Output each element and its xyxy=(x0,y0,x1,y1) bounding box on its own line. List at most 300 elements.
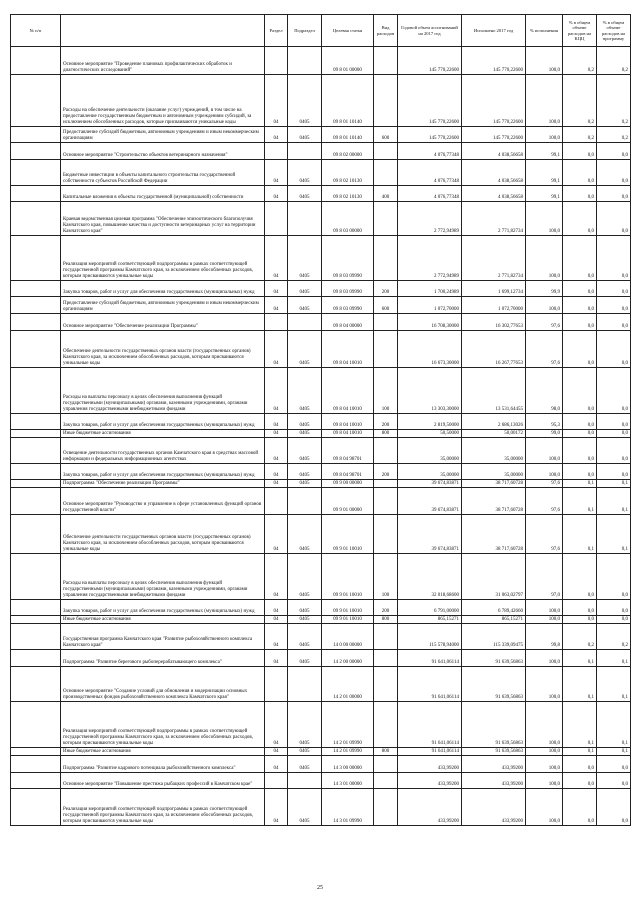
row-expense-type-cell xyxy=(374,202,398,236)
row-razdel-cell: 04 xyxy=(265,756,288,773)
row-name-cell: Реализация мероприятий соответствующей подпрограммы в рамках соответствующей государственной программы Камчатского края, за исключением обособленных расходов, которым присваиваются уникальные коды xyxy=(61,236,265,281)
row-percent-cell: 100,0 xyxy=(526,650,563,667)
row-expense-type-cell xyxy=(374,624,398,650)
row-number-cell xyxy=(11,281,61,297)
row-plan-cell: 145 770,22600 xyxy=(398,127,462,143)
row-target-article-cell: 14 0 00 00000 xyxy=(322,624,374,650)
row-share-total-cell: 0,0 xyxy=(563,616,597,624)
row-expense-type-cell: 200 xyxy=(374,600,398,616)
row-plan-cell: 16 673,30000 xyxy=(398,331,462,368)
row-name-cell: Закупка товаров, работ и услуг для обеспечения государственных (муниципальных) нужд xyxy=(61,464,265,480)
row-expense-type-cell: 200 xyxy=(374,281,398,297)
row-number-cell xyxy=(11,554,61,600)
row-share-total-cell: 0,0 xyxy=(563,314,597,331)
row-expense-type-cell: 600 xyxy=(374,127,398,143)
row-number-cell xyxy=(11,236,61,281)
row-plan-cell: 91 641,06114 xyxy=(398,650,462,667)
row-share-total-cell: 0,1 xyxy=(563,515,597,554)
table-row xyxy=(11,554,631,600)
row-share-program-cell: 0,0 xyxy=(597,331,631,368)
row-executed-cell: 91 639,56863 xyxy=(462,748,526,756)
row-expense-type-cell xyxy=(374,789,398,826)
row-target-article-cell: 14 2 01 00000 xyxy=(322,667,374,702)
row-razdel-cell xyxy=(265,47,288,75)
row-plan-cell: 35,00000 xyxy=(398,438,462,464)
row-razdel-cell xyxy=(265,773,288,789)
row-razdel-cell: 04 xyxy=(265,789,288,826)
row-executed-cell: 16 267,77653 xyxy=(462,331,526,368)
row-podrazdel-cell xyxy=(288,202,322,236)
row-expense-type-cell xyxy=(374,314,398,331)
row-expense-type-cell: 800 xyxy=(374,430,398,438)
row-share-program-cell: 0,1 xyxy=(597,667,631,702)
row-name-cell: Подпрограмма "Развитие берегового рыбоперерабатывающего комплекса" xyxy=(61,650,265,667)
row-razdel-cell xyxy=(265,314,288,331)
row-percent-cell: 100,0 xyxy=(526,236,563,281)
row-razdel-cell: 04 xyxy=(265,650,288,667)
row-podrazdel-cell: 0405 xyxy=(288,186,322,202)
row-target-article-cell: 09 8 01 10140 xyxy=(322,75,374,127)
row-expense-type-cell: 100 xyxy=(374,368,398,414)
row-target-article-cell: 09 8 04 10010 xyxy=(322,368,374,414)
row-target-article-cell: 09 9 01 10010 xyxy=(322,515,374,554)
row-number-cell xyxy=(11,488,61,515)
row-target-article-cell: 09 9 01 10010 xyxy=(322,554,374,600)
row-plan-cell: 4 076,77348 xyxy=(398,143,462,160)
row-share-total-cell: 0,0 xyxy=(563,297,597,314)
row-podrazdel-cell: 0405 xyxy=(288,297,322,314)
row-target-article-cell: 14 2 00 00000 xyxy=(322,650,374,667)
row-target-article-cell: 09 8 04 98701 xyxy=(322,438,374,464)
row-share-program-cell: 0,0 xyxy=(597,368,631,414)
row-name-cell: Капитальные вложения в объекты государственной (муниципальной) собственности xyxy=(61,186,265,202)
row-plan-cell: 16 708,30000 xyxy=(398,314,462,331)
row-expense-type-cell: 200 xyxy=(374,414,398,430)
row-percent-cell: 100,0 xyxy=(526,789,563,826)
row-plan-cell: 4 076,77348 xyxy=(398,160,462,186)
table-row xyxy=(11,297,631,314)
table-row xyxy=(11,47,631,75)
row-number-cell xyxy=(11,297,61,314)
row-name-cell: Бюджетные инвестиции в объекты капитального строительства государственной собственности субъектов Российской Федерации xyxy=(61,160,265,186)
row-percent-cell: 100,0 xyxy=(526,616,563,624)
row-expense-type-cell xyxy=(374,480,398,488)
row-expense-type-cell xyxy=(374,331,398,368)
row-podrazdel-cell: 0405 xyxy=(288,368,322,414)
row-share-program-cell: 0,0 xyxy=(597,600,631,616)
row-number-cell xyxy=(11,480,61,488)
row-name-cell: Основное мероприятие "Обеспечение реализации Программы" xyxy=(61,314,265,331)
row-executed-cell: 433,99200 xyxy=(462,756,526,773)
row-number-cell xyxy=(11,47,61,75)
table-row xyxy=(11,488,631,515)
row-number-cell xyxy=(11,600,61,616)
row-executed-cell: 2 771,82734 xyxy=(462,236,526,281)
row-podrazdel-cell: 0405 xyxy=(288,756,322,773)
row-target-article-cell: 09 8 03 09990 xyxy=(322,297,374,314)
row-share-total-cell: 0,0 xyxy=(563,368,597,414)
row-percent-cell: 100,0 xyxy=(526,667,563,702)
header-percent-executed: % исполнения xyxy=(526,15,563,47)
row-podrazdel-cell: 0405 xyxy=(288,650,322,667)
row-executed-cell: 1 699,12734 xyxy=(462,281,526,297)
row-razdel-cell: 04 xyxy=(265,160,288,186)
row-plan-cell: 2 772,94989 xyxy=(398,202,462,236)
row-plan-cell: 6 791,00000 xyxy=(398,600,462,616)
row-plan-cell: 865,15271 xyxy=(398,616,462,624)
row-name-cell: Государственная программа Камчатского края "Развитие рыбохозяйственного комплекса Камчатского края" xyxy=(61,624,265,650)
row-share-program-cell: 0,1 xyxy=(597,748,631,756)
row-podrazdel-cell: 0405 xyxy=(288,331,322,368)
table-row xyxy=(11,236,631,281)
row-name-cell: Иные бюджетные ассигнования xyxy=(61,748,265,756)
row-target-article-cell: 09 9 01 10010 xyxy=(322,616,374,624)
row-percent-cell: 100,0 xyxy=(526,464,563,480)
row-percent-cell: 99,1 xyxy=(526,186,563,202)
row-podrazdel-cell xyxy=(288,143,322,160)
row-executed-cell: 4 038,56658 xyxy=(462,186,526,202)
row-share-program-cell: 0,0 xyxy=(597,414,631,430)
row-percent-cell: 97,6 xyxy=(526,488,563,515)
table-row xyxy=(11,756,631,773)
row-share-total-cell: 0,0 xyxy=(563,281,597,297)
row-expense-type-cell xyxy=(374,236,398,281)
row-share-program-cell: 0,0 xyxy=(597,773,631,789)
row-share-total-cell: 0,0 xyxy=(563,756,597,773)
header-expense-type: Вид расходов xyxy=(374,15,398,47)
row-podrazdel-cell: 0405 xyxy=(288,236,322,281)
row-podrazdel-cell: 0405 xyxy=(288,789,322,826)
row-number-cell xyxy=(11,624,61,650)
row-target-article-cell: 14 3 01 09990 xyxy=(322,789,374,826)
row-number-cell xyxy=(11,127,61,143)
row-number-cell xyxy=(11,702,61,748)
row-share-program-cell: 0,0 xyxy=(597,202,631,236)
table-row xyxy=(11,773,631,789)
row-share-total-cell: 0,1 xyxy=(563,488,597,515)
header-target-article: Целевая статья xyxy=(322,15,374,47)
row-target-article-cell: 09 8 03 09990 xyxy=(322,236,374,281)
row-percent-cell: 100,0 xyxy=(526,202,563,236)
row-plan-cell: 433,99200 xyxy=(398,789,462,826)
row-executed-cell: 145 770,22600 xyxy=(462,47,526,75)
row-name-cell: Подпрограмма "Развитие кадрового потенциала рыбохозяйственного комплекса" xyxy=(61,756,265,773)
row-name-cell: Расходы на выплаты персоналу в целях обеспечения выполнения функций государственными (муниципальными) органами, казенными учреждениями, органами управления государственными внебюджетными фондами xyxy=(61,554,265,600)
row-executed-cell: 865,15271 xyxy=(462,616,526,624)
row-share-program-cell: 0,0 xyxy=(597,297,631,314)
row-podrazdel-cell xyxy=(288,47,322,75)
row-share-total-cell: 0,0 xyxy=(563,438,597,464)
row-number-cell xyxy=(11,331,61,368)
row-target-article-cell: 14 3 01 00000 xyxy=(322,773,374,789)
row-share-program-cell: 0,0 xyxy=(597,464,631,480)
row-expense-type-cell xyxy=(374,773,398,789)
row-share-total-cell: 0,0 xyxy=(563,554,597,600)
row-podrazdel-cell: 0405 xyxy=(288,438,322,464)
row-share-program-cell: 0,0 xyxy=(597,186,631,202)
row-podrazdel-cell: 0405 xyxy=(288,515,322,554)
row-executed-cell: 35,00000 xyxy=(462,438,526,464)
row-plan-cell: 2 772,94989 xyxy=(398,236,462,281)
row-share-program-cell: 0,0 xyxy=(597,314,631,331)
row-number-cell xyxy=(11,314,61,331)
row-name-cell: Подпрограмма "Обеспечение реализации Программы" xyxy=(61,480,265,488)
row-target-article-cell: 09 8 04 10010 xyxy=(322,430,374,438)
row-share-total-cell: 0,0 xyxy=(563,464,597,480)
table-row xyxy=(11,368,631,414)
row-share-total-cell: 0,2 xyxy=(563,127,597,143)
row-number-cell xyxy=(11,464,61,480)
row-percent-cell: 97,6 xyxy=(526,515,563,554)
row-percent-cell: 100,0 xyxy=(526,127,563,143)
row-share-program-cell: 0,2 xyxy=(597,127,631,143)
row-podrazdel-cell xyxy=(288,488,322,515)
row-share-program-cell: 0,0 xyxy=(597,143,631,160)
row-share-total-cell: 0,0 xyxy=(563,430,597,438)
row-podrazdel-cell: 0405 xyxy=(288,127,322,143)
row-podrazdel-cell: 0405 xyxy=(288,464,322,480)
row-share-program-cell: 0,1 xyxy=(597,488,631,515)
table-row xyxy=(11,143,631,160)
table-header xyxy=(11,15,631,47)
row-name-cell: Реализация мероприятий соответствующей подпрограммы в рамках соответствующей государственной программы Камчатского края, за исключением обособленных расходов, которым присваиваются уникальные коды xyxy=(61,702,265,748)
row-share-total-cell: 0,0 xyxy=(563,186,597,202)
row-number-cell xyxy=(11,202,61,236)
row-podrazdel-cell: 0405 xyxy=(288,281,322,297)
row-plan-cell: 50,50000 xyxy=(398,430,462,438)
row-percent-cell: 99,8 xyxy=(526,624,563,650)
row-target-article-cell: 09 8 03 09990 xyxy=(322,281,374,297)
row-share-program-cell: 0,2 xyxy=(597,75,631,127)
row-expense-type-cell xyxy=(374,143,398,160)
row-number-cell xyxy=(11,430,61,438)
row-executed-cell: 4 038,56658 xyxy=(462,143,526,160)
row-razdel-cell: 04 xyxy=(265,464,288,480)
row-share-program-cell: 0,1 xyxy=(597,650,631,667)
row-executed-cell: 38 717,60728 xyxy=(462,488,526,515)
row-name-cell: Предоставление субсидий бюджетным, автономным учреждениям и иным некоммерческим организациям xyxy=(61,127,265,143)
table-row xyxy=(11,281,631,297)
row-share-total-cell: 0,0 xyxy=(563,143,597,160)
row-percent-cell: 97,6 xyxy=(526,331,563,368)
row-target-article-cell: 09 8 04 10010 xyxy=(322,331,374,368)
row-razdel-cell: 04 xyxy=(265,75,288,127)
row-share-program-cell: 0,0 xyxy=(597,554,631,600)
row-expense-type-cell: 800 xyxy=(374,748,398,756)
row-target-article-cell: 14 2 01 09990 xyxy=(322,748,374,756)
table-row xyxy=(11,314,631,331)
row-percent-cell: 100,0 xyxy=(526,297,563,314)
row-target-article-cell: 14 2 01 09990 xyxy=(322,702,374,748)
row-plan-cell: 1 072,70000 xyxy=(398,297,462,314)
row-name-cell: Обеспечение деятельности государственных органов власти (государственных органов) Камчатского края, за исключением обособленных расходов, которым присваиваются уникальные коды xyxy=(61,515,265,554)
row-target-article-cell: 09 8 01 00000 xyxy=(322,47,374,75)
row-share-program-cell: 0,0 xyxy=(597,616,631,624)
row-plan-cell: 433,99200 xyxy=(398,756,462,773)
row-plan-cell: 39 674,83871 xyxy=(398,488,462,515)
row-percent-cell: 100,0 xyxy=(526,438,563,464)
row-share-total-cell: 0,0 xyxy=(563,202,597,236)
row-name-cell: Иные бюджетные ассигнования xyxy=(61,616,265,624)
row-plan-cell: 2 819,50000 xyxy=(398,414,462,430)
row-executed-cell: 115 339,09475 xyxy=(462,624,526,650)
table-row xyxy=(11,515,631,554)
row-razdel-cell: 04 xyxy=(265,430,288,438)
row-share-total-cell: 0,0 xyxy=(563,600,597,616)
row-percent-cell: 100,0 xyxy=(526,748,563,756)
row-percent-cell: 100,0 xyxy=(526,75,563,127)
row-number-cell xyxy=(11,616,61,624)
row-podrazdel-cell: 0405 xyxy=(288,624,322,650)
row-name-cell: Основное мероприятие "Создание условий для обновления и модернизации основных производственных фондов рыбохозяйственного комплекса Камчатского края" xyxy=(61,667,265,702)
table-row xyxy=(11,667,631,702)
row-percent-cell: 95,3 xyxy=(526,414,563,430)
row-plan-cell: 35,00000 xyxy=(398,464,462,480)
table-row xyxy=(11,702,631,748)
row-razdel-cell: 04 xyxy=(265,480,288,488)
row-target-article-cell: 09 9 00 00000 xyxy=(322,480,374,488)
row-podrazdel-cell: 0405 xyxy=(288,554,322,600)
row-expense-type-cell: 400 xyxy=(374,186,398,202)
table-row xyxy=(11,414,631,430)
row-razdel-cell: 04 xyxy=(265,414,288,430)
row-target-article-cell: 09 8 02 10130 xyxy=(322,160,374,186)
row-executed-cell: 50,00172 xyxy=(462,430,526,438)
row-target-article-cell: 09 8 01 10140 xyxy=(322,127,374,143)
row-share-program-cell: 0,0 xyxy=(597,236,631,281)
row-share-program-cell: 0,1 xyxy=(597,480,631,488)
row-plan-cell: 4 076,77348 xyxy=(398,186,462,202)
table-row xyxy=(11,430,631,438)
row-percent-cell: 99,0 xyxy=(526,430,563,438)
row-name-cell: Реализация мероприятий соответствующей подпрограммы в рамках соответствующей государственной программы Камчатского края, за исключением обособленных расходов, которым присваиваются уникальные коды xyxy=(61,789,265,826)
row-share-program-cell: 0,0 xyxy=(597,430,631,438)
row-target-article-cell: 09 8 04 98701 xyxy=(322,464,374,480)
table-body xyxy=(11,47,631,826)
row-plan-cell: 39 674,83871 xyxy=(398,480,462,488)
row-number-cell xyxy=(11,667,61,702)
row-percent-cell: 100,0 xyxy=(526,47,563,75)
row-razdel-cell: 04 xyxy=(265,368,288,414)
row-razdel-cell: 04 xyxy=(265,702,288,748)
row-podrazdel-cell: 0405 xyxy=(288,430,322,438)
row-plan-cell: 32 018,68600 xyxy=(398,554,462,600)
row-executed-cell: 433,99200 xyxy=(462,773,526,789)
row-share-total-cell: 0,0 xyxy=(563,331,597,368)
row-executed-cell: 91 639,56863 xyxy=(462,650,526,667)
row-share-total-cell: 0,1 xyxy=(563,748,597,756)
row-percent-cell: 100,0 xyxy=(526,756,563,773)
row-executed-cell: 91 639,56863 xyxy=(462,667,526,702)
row-razdel-cell: 04 xyxy=(265,281,288,297)
row-plan-cell: 145 770,22600 xyxy=(398,47,462,75)
table-row xyxy=(11,75,631,127)
row-plan-cell: 39 674,83871 xyxy=(398,515,462,554)
row-razdel-cell: 04 xyxy=(265,331,288,368)
row-executed-cell: 1 072,70000 xyxy=(462,297,526,314)
row-name-cell: Расходы на выплаты персоналу в целях обеспечения выполнения функций государственными (муниципальными) органами, казенными учреждениями, органами управления государственными внебюджетными фондами xyxy=(61,368,265,414)
row-share-total-cell: 0,1 xyxy=(563,667,597,702)
row-name-cell: Закупка товаров, работ и услуг для обеспечения государственных (муниципальных) нужд xyxy=(61,600,265,616)
table-row xyxy=(11,127,631,143)
row-share-total-cell: 0,0 xyxy=(563,414,597,430)
row-number-cell xyxy=(11,773,61,789)
row-podrazdel-cell xyxy=(288,773,322,789)
row-executed-cell: 2 686,13026 xyxy=(462,414,526,430)
row-percent-cell: 97,6 xyxy=(526,314,563,331)
row-expense-type-cell xyxy=(374,515,398,554)
row-percent-cell: 100,0 xyxy=(526,773,563,789)
row-name-cell: Основное мероприятие "Повышение престижа рыбацких профессий в Камчатском крае" xyxy=(61,773,265,789)
row-name-cell: Обеспечение деятельности государственных органов власти (государственных органов) Камчатского края, за исключением обособленных расходов, которым присваиваются уникальные коды xyxy=(61,331,265,368)
row-expense-type-cell xyxy=(374,160,398,186)
row-share-program-cell: 0,2 xyxy=(597,624,631,650)
row-executed-cell: 38 717,60728 xyxy=(462,515,526,554)
row-razdel-cell xyxy=(265,143,288,160)
row-share-total-cell: 0,0 xyxy=(563,773,597,789)
table-row xyxy=(11,186,631,202)
row-razdel-cell: 04 xyxy=(265,624,288,650)
row-executed-cell: 6 789,42660 xyxy=(462,600,526,616)
row-share-program-cell: 0,0 xyxy=(597,789,631,826)
table-row xyxy=(11,624,631,650)
row-executed-cell: 31 063,02797 xyxy=(462,554,526,600)
row-percent-cell: 99,1 xyxy=(526,143,563,160)
row-share-total-cell: 0,1 xyxy=(563,650,597,667)
row-executed-cell: 38 717,60728 xyxy=(462,480,526,488)
row-expense-type-cell xyxy=(374,702,398,748)
row-expense-type-cell xyxy=(374,438,398,464)
row-number-cell xyxy=(11,143,61,160)
row-plan-cell: 1 700,24989 xyxy=(398,281,462,297)
row-share-total-cell: 0,2 xyxy=(563,75,597,127)
row-razdel-cell: 04 xyxy=(265,600,288,616)
row-number-cell xyxy=(11,756,61,773)
row-podrazdel-cell: 0405 xyxy=(288,616,322,624)
row-podrazdel-cell: 0405 xyxy=(288,480,322,488)
row-plan-cell: 145 770,22600 xyxy=(398,75,462,127)
row-expense-type-cell xyxy=(374,667,398,702)
header-num: № п/п xyxy=(11,15,61,47)
row-name-cell: Освещение деятельности государственных органов Камчатского края в средствах массовой информации и федеральных информационных агентствах xyxy=(61,438,265,464)
row-podrazdel-cell xyxy=(288,314,322,331)
row-podrazdel-cell: 0405 xyxy=(288,702,322,748)
row-razdel-cell xyxy=(265,202,288,236)
row-target-article-cell: 09 9 01 00000 xyxy=(322,488,374,515)
row-percent-cell: 97,0 xyxy=(526,554,563,600)
table-row xyxy=(11,331,631,368)
row-name-cell: Основное мероприятие "Строительство объектов ветеринарного назначения" xyxy=(61,143,265,160)
row-number-cell xyxy=(11,789,61,826)
row-percent-cell: 99,9 xyxy=(526,281,563,297)
table-row xyxy=(11,438,631,464)
row-razdel-cell xyxy=(265,488,288,515)
table-row xyxy=(11,464,631,480)
table-row xyxy=(11,202,631,236)
row-name-cell: Основное мероприятие "Руководство и управление в сфере установленных функций органов государственной власти" xyxy=(61,488,265,515)
row-number-cell xyxy=(11,368,61,414)
header-share-program: % в общем объеме расходов на программу xyxy=(597,15,631,47)
header-annual-plan: Годовой объем ассигнований на 2017 год xyxy=(398,15,462,47)
row-share-program-cell: 0,0 xyxy=(597,281,631,297)
table-row xyxy=(11,650,631,667)
row-razdel-cell: 04 xyxy=(265,127,288,143)
row-razdel-cell: 04 xyxy=(265,748,288,756)
row-plan-cell: 91 641,06114 xyxy=(398,748,462,756)
row-expense-type-cell xyxy=(374,650,398,667)
row-executed-cell: 145 770,22600 xyxy=(462,127,526,143)
row-plan-cell: 91 641,06114 xyxy=(398,702,462,748)
